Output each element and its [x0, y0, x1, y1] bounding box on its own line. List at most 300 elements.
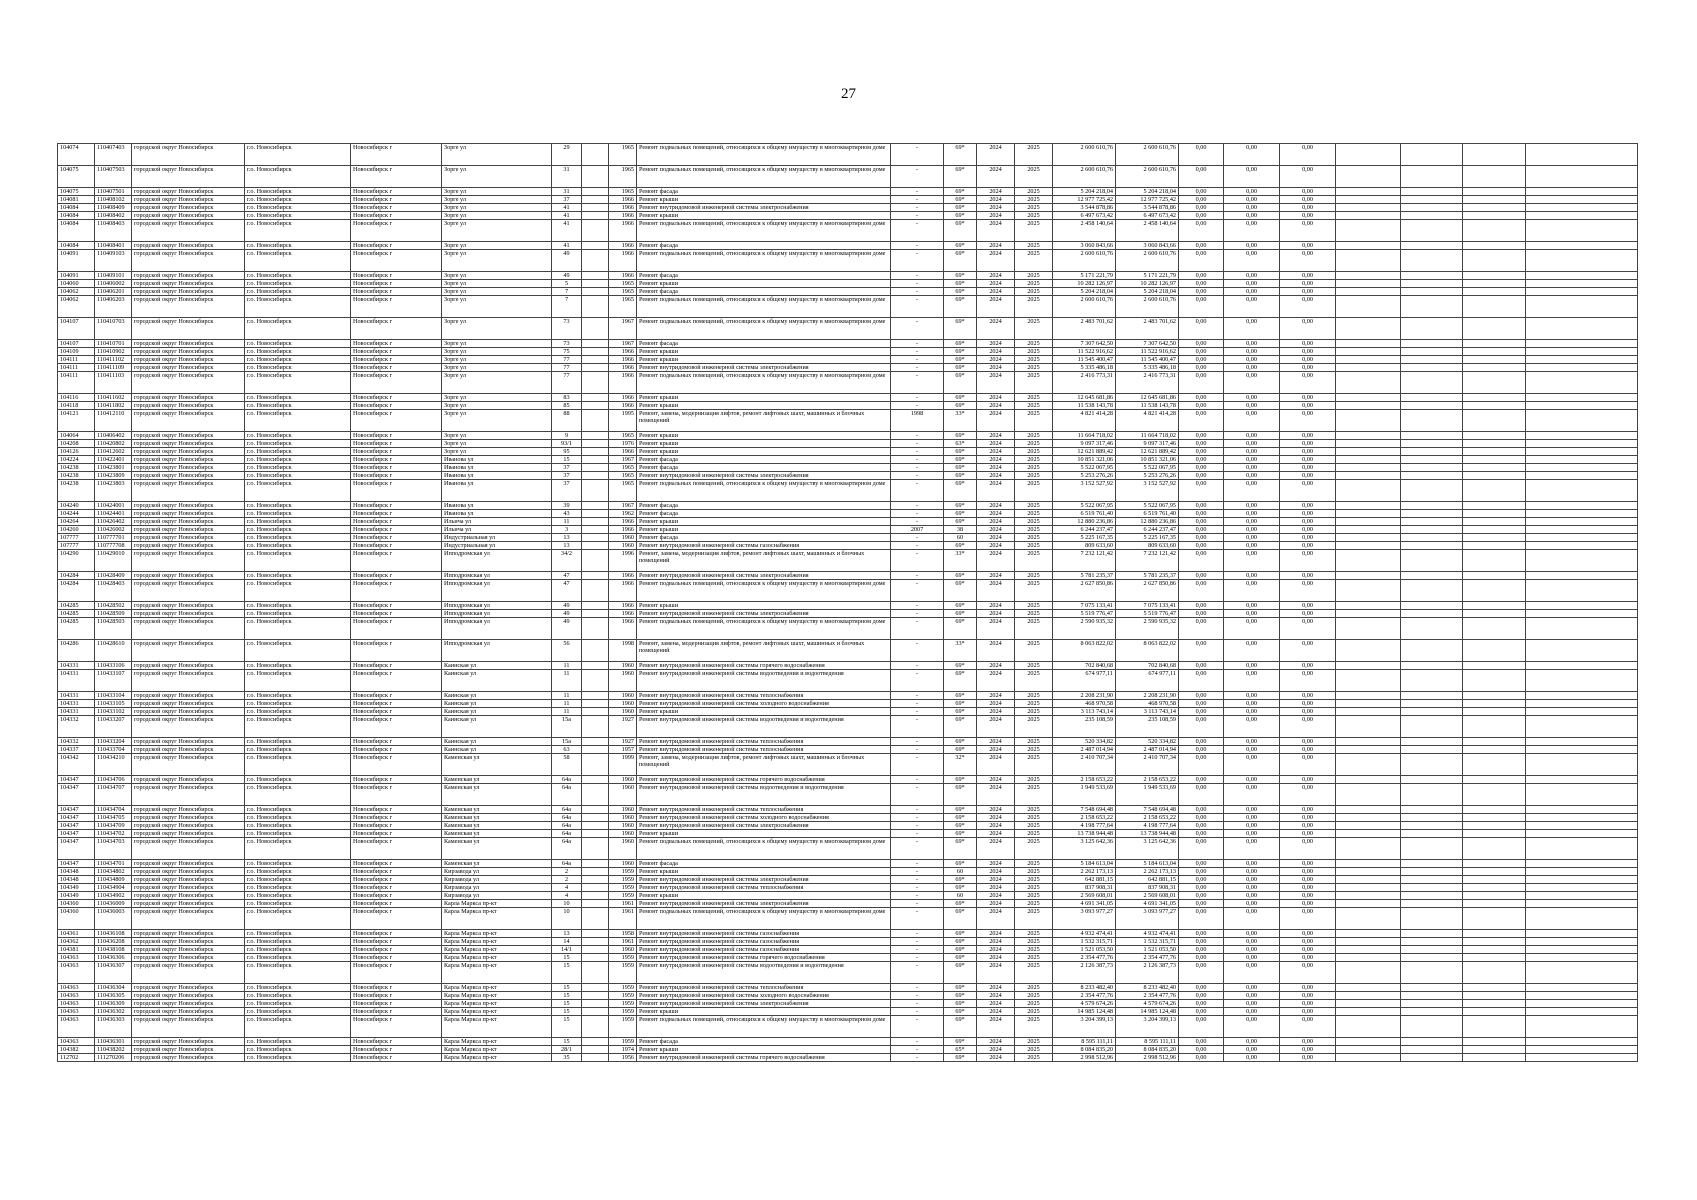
table-cell: Каинская ул	[442, 662, 552, 670]
table-cell: 2025	[1015, 518, 1053, 526]
table-cell: 0,00	[1280, 188, 1336, 196]
table-cell	[582, 1046, 609, 1054]
table-cell: 110410902	[95, 348, 132, 356]
table-cell: 2024	[977, 250, 1015, 272]
table-cell: 2025	[1015, 868, 1053, 876]
table-cell: 235 108,59	[1053, 716, 1116, 738]
table-cell: Новосибирск г	[351, 188, 442, 196]
table-cell: 0,00	[1280, 754, 1336, 776]
table-cell	[1336, 402, 1401, 410]
table-cell: г.о. Новосибирск	[245, 288, 351, 296]
table-cell: Зорге ул	[442, 364, 552, 372]
table-cell	[1526, 364, 1638, 372]
table-cell	[1336, 830, 1401, 838]
table-cell	[1463, 432, 1526, 440]
table-cell	[1526, 472, 1638, 480]
table-cell	[1401, 700, 1463, 708]
table-cell: 0,00	[1179, 464, 1224, 472]
table-cell: 0,00	[1224, 670, 1280, 692]
table-cell: Ремонт фасада	[637, 502, 891, 510]
table-cell: г.о. Новосибирск	[245, 806, 351, 814]
table-cell: 110406203	[95, 296, 132, 318]
table-cell	[1401, 838, 1463, 860]
table-cell	[582, 572, 609, 580]
table-row	[58, 250, 1638, 272]
table-cell: г.о. Новосибирск	[245, 550, 351, 572]
table-cell	[1401, 946, 1463, 954]
table-cell: Карла Маркса пр-кт	[442, 1046, 552, 1054]
table-cell: -	[891, 394, 944, 402]
table-cell: 0,00	[1224, 1054, 1280, 1062]
table-cell: 2025	[1015, 364, 1053, 372]
table-cell: 2025	[1015, 534, 1053, 542]
table-cell: городской округ Новосибирск	[132, 288, 245, 296]
table-cell: 0,00	[1224, 838, 1280, 860]
table-cell	[582, 250, 609, 272]
table-cell	[1463, 662, 1526, 670]
table-cell: Ремонт крыши	[637, 394, 891, 402]
table-cell: г.о. Новосибирск	[245, 204, 351, 212]
table-row	[58, 708, 1638, 716]
table-cell: 0,00	[1280, 662, 1336, 670]
table-cell: Зорге ул	[442, 250, 552, 272]
table-cell	[582, 464, 609, 472]
table-cell: 5 204 218,04	[1053, 288, 1116, 296]
table-cell	[1526, 602, 1638, 610]
table-cell: городской округ Новосибирск	[132, 1038, 245, 1046]
table-cell: 12 621 889,42	[1053, 448, 1116, 456]
table-cell: Ремонт крыши	[637, 1008, 891, 1016]
table-cell: 0,00	[1280, 272, 1336, 280]
table-cell: г.о. Новосибирск	[245, 196, 351, 204]
table-cell: Ильича ул	[442, 518, 552, 526]
table-cell	[1401, 1000, 1463, 1008]
table-cell	[1463, 806, 1526, 814]
table-cell: 0,00	[1179, 602, 1224, 610]
table-row	[58, 364, 1638, 372]
table-cell	[1463, 838, 1526, 860]
table-cell: 73	[552, 340, 582, 348]
table-cell: Новосибирск г	[351, 280, 442, 288]
table-cell: Ипподромская ул	[442, 602, 552, 610]
table-cell: Новосибирск г	[351, 806, 442, 814]
table-cell	[1336, 946, 1401, 954]
table-cell: Ремонт внутридомовой инженерной системы электроснабжения	[637, 876, 891, 884]
table-cell	[1336, 144, 1401, 166]
table-cell	[1463, 860, 1526, 868]
table-row	[58, 860, 1638, 868]
table-cell	[582, 288, 609, 296]
table-cell: г.о. Новосибирск	[245, 1038, 351, 1046]
table-cell: 5 522 067,95	[1053, 464, 1116, 472]
table-cell: городской округ Новосибирск	[132, 296, 245, 318]
table-cell: 0,00	[1179, 356, 1224, 364]
table-cell: г.о. Новосибирск	[245, 954, 351, 962]
table-cell	[1463, 1008, 1526, 1016]
table-cell: 0,00	[1224, 550, 1280, 572]
table-cell: 0,00	[1280, 526, 1336, 534]
table-cell: 674 977,11	[1116, 670, 1179, 692]
table-cell: 2025	[1015, 754, 1053, 776]
table-cell: 104363	[58, 962, 95, 984]
table-cell: 110408402	[95, 212, 132, 220]
table-cell: 10 851 321,06	[1116, 456, 1179, 464]
table-cell: 0,00	[1179, 716, 1224, 738]
table-cell: 0,00	[1280, 440, 1336, 448]
table-cell: 2024	[977, 1000, 1015, 1008]
table-cell: 69*	[944, 242, 977, 250]
table-cell: 2024	[977, 602, 1015, 610]
table-cell: 3 125 642,36	[1053, 838, 1116, 860]
table-row	[58, 700, 1638, 708]
table-cell: городской округ Новосибирск	[132, 220, 245, 242]
table-cell	[582, 868, 609, 876]
table-cell: 104260	[58, 526, 95, 534]
table-cell: Ремонт внутридомовой инженерной системы электроснабжения	[637, 1000, 891, 1008]
table-cell	[1526, 884, 1638, 892]
table-cell: 1966	[609, 448, 637, 456]
table-cell	[1526, 738, 1638, 746]
table-cell: 104363	[58, 984, 95, 992]
table-cell: 110777701	[95, 534, 132, 542]
table-cell: Иванова ул	[442, 456, 552, 464]
table-cell: 2025	[1015, 992, 1053, 1000]
table-cell: 2024	[977, 212, 1015, 220]
table-cell: 0,00	[1179, 348, 1224, 356]
table-cell	[1401, 1054, 1463, 1062]
table-cell: г.о. Новосибирск	[245, 738, 351, 746]
table-cell: Новосибирск г	[351, 954, 442, 962]
table-cell	[1463, 212, 1526, 220]
table-cell: 69*	[944, 784, 977, 806]
table-cell: 1966	[609, 242, 637, 250]
table-cell: 0,00	[1224, 1008, 1280, 1016]
table-cell: 104126	[58, 448, 95, 456]
table-cell: 110409103	[95, 250, 132, 272]
table-cell: 0,00	[1280, 456, 1336, 464]
table-cell	[1401, 640, 1463, 662]
table-cell: 110424401	[95, 510, 132, 518]
table-cell: городской округ Новосибирск	[132, 692, 245, 700]
table-cell	[1526, 580, 1638, 602]
table-cell: 104084	[58, 212, 95, 220]
table-cell: 2025	[1015, 448, 1053, 456]
table-cell: Новосибирск г	[351, 440, 442, 448]
table-cell: 2025	[1015, 410, 1053, 432]
table-cell: Зорге ул	[442, 372, 552, 394]
table-cell: 0,00	[1179, 962, 1224, 984]
table-cell: городской округ Новосибирск	[132, 518, 245, 526]
table-cell: 0,00	[1280, 992, 1336, 1000]
table-cell: 2025	[1015, 502, 1053, 510]
table-cell: 2 487 014,94	[1116, 746, 1179, 754]
table-cell: 11 664 718,02	[1053, 432, 1116, 440]
table-cell	[582, 1008, 609, 1016]
table-cell: 2024	[977, 754, 1015, 776]
table-cell: 2024	[977, 318, 1015, 340]
table-cell: 0,00	[1280, 900, 1336, 908]
table-cell: 49	[552, 618, 582, 640]
table-cell	[1336, 288, 1401, 296]
table-cell: 2024	[977, 144, 1015, 166]
table-cell: 110434705	[95, 814, 132, 822]
table-cell: 3 060 843,66	[1116, 242, 1179, 250]
table-cell: 2025	[1015, 220, 1053, 242]
table-cell: 2 600 610,76	[1116, 250, 1179, 272]
table-cell: 2025	[1015, 456, 1053, 464]
table-cell: -	[891, 954, 944, 962]
table-cell	[1336, 1038, 1401, 1046]
table-cell: 2024	[977, 830, 1015, 838]
table-cell: 1965	[609, 472, 637, 480]
table-cell: 0,00	[1224, 822, 1280, 830]
table-cell: 5 335 486,18	[1116, 364, 1179, 372]
table-cell: 49	[552, 250, 582, 272]
table-cell: 0,00	[1280, 892, 1336, 900]
table-cell	[1336, 432, 1401, 440]
table-cell	[1526, 502, 1638, 510]
table-cell: 1965	[609, 432, 637, 440]
table-cell: 110424001	[95, 502, 132, 510]
table-cell: 0,00	[1224, 1016, 1280, 1038]
table-cell	[1401, 602, 1463, 610]
table-cell: Карла Маркса пр-кт	[442, 954, 552, 962]
table-cell: 3 544 878,86	[1053, 204, 1116, 212]
table-cell	[1401, 480, 1463, 502]
table-cell: -	[891, 340, 944, 348]
table-cell: г.о. Новосибирск	[245, 456, 351, 464]
table-cell: 0,00	[1179, 372, 1224, 394]
table-cell	[1526, 220, 1638, 242]
table-cell: 0,00	[1280, 550, 1336, 572]
table-cell: Новосибирск г	[351, 838, 442, 860]
table-cell: 2024	[977, 480, 1015, 502]
table-cell: 4	[552, 884, 582, 892]
table-cell: 1959	[609, 954, 637, 962]
table-cell: 104349	[58, 884, 95, 892]
table-cell	[1336, 746, 1401, 754]
table-cell: 0,00	[1179, 1000, 1224, 1008]
table-cell	[1401, 1038, 1463, 1046]
table-cell: 0,00	[1280, 670, 1336, 692]
table-cell: 15	[552, 984, 582, 992]
table-cell: г.о. Новосибирск	[245, 1054, 351, 1062]
table-row	[58, 448, 1638, 456]
table-cell: 110428509	[95, 610, 132, 618]
table-cell: 110434701	[95, 860, 132, 868]
table-cell	[1526, 432, 1638, 440]
table-cell: Новосибирск г	[351, 876, 442, 884]
table-cell	[1526, 280, 1638, 288]
table-cell: 69*	[944, 456, 977, 464]
capital-repair-register-table	[57, 143, 1638, 1062]
table-cell	[582, 640, 609, 662]
table-cell: Новосибирск г	[351, 144, 442, 166]
table-cell: 0,00	[1179, 838, 1224, 860]
table-cell: 104347	[58, 838, 95, 860]
table-cell: 11	[552, 518, 582, 526]
table-cell: 0,00	[1224, 830, 1280, 838]
table-cell: 104285	[58, 602, 95, 610]
table-cell: г.о. Новосибирск	[245, 580, 351, 602]
table-cell	[1463, 946, 1526, 954]
table-cell: 0,00	[1224, 510, 1280, 518]
table-cell	[1401, 746, 1463, 754]
table-cell: -	[891, 212, 944, 220]
table-cell: 642 881,15	[1116, 876, 1179, 884]
table-cell: 110434706	[95, 776, 132, 784]
table-cell: -	[891, 900, 944, 908]
table-cell: 110408403	[95, 220, 132, 242]
table-cell: 77	[552, 356, 582, 364]
table-cell	[1336, 166, 1401, 188]
table-cell: Новосибирск г	[351, 572, 442, 580]
table-cell: -	[891, 640, 944, 662]
table-cell: г.о. Новосибирск	[245, 394, 351, 402]
table-row	[58, 480, 1638, 502]
table-cell: городской округ Новосибирск	[132, 776, 245, 784]
table-cell: Ремонт фасада	[637, 1038, 891, 1046]
table-cell: 104075	[58, 166, 95, 188]
table-cell	[1463, 640, 1526, 662]
table-cell: 2 262 173,13	[1116, 868, 1179, 876]
table-cell: 69*	[944, 670, 977, 692]
table-cell: 0,00	[1224, 930, 1280, 938]
table-cell: г.о. Новосибирск	[245, 984, 351, 992]
table-cell: 2024	[977, 746, 1015, 754]
table-cell: городской округ Новосибирск	[132, 204, 245, 212]
table-cell: 69*	[944, 432, 977, 440]
table-cell: 0,00	[1179, 1038, 1224, 1046]
table-row	[58, 1046, 1638, 1054]
table-cell: 2024	[977, 776, 1015, 784]
table-cell: 0,00	[1179, 738, 1224, 746]
table-cell: Зорге ул	[442, 318, 552, 340]
table-cell	[1401, 884, 1463, 892]
table-cell	[582, 830, 609, 838]
table-cell: 1967	[609, 456, 637, 464]
table-cell: 12 621 889,42	[1116, 448, 1179, 456]
table-cell: городской округ Новосибирск	[132, 908, 245, 930]
table-cell: Индустриальная ул	[442, 542, 552, 550]
table-cell: 2 158 653,22	[1116, 814, 1179, 822]
table-cell: 2024	[977, 472, 1015, 480]
table-row	[58, 518, 1638, 526]
table-cell: 2024	[977, 670, 1015, 692]
table-cell: 0,00	[1179, 610, 1224, 618]
table-cell: г.о. Новосибирск	[245, 610, 351, 618]
table-cell: 6 244 237,47	[1116, 526, 1179, 534]
table-cell	[1526, 838, 1638, 860]
table-cell: Зорге ул	[442, 356, 552, 364]
table-cell: 0,00	[1179, 296, 1224, 318]
table-cell: 2025	[1015, 962, 1053, 984]
table-cell: 0,00	[1224, 340, 1280, 348]
table-cell	[1463, 196, 1526, 204]
table-cell: 1959	[609, 1038, 637, 1046]
table-cell: 2 158 653,22	[1116, 776, 1179, 784]
table-cell	[1401, 348, 1463, 356]
table-cell	[1401, 954, 1463, 962]
table-cell: 2024	[977, 402, 1015, 410]
table-cell: Ремонт подвальных помещений, относящихся к общему имуществу в многоквартирном доме	[637, 318, 891, 340]
table-cell	[1526, 510, 1638, 518]
table-cell: 0,00	[1179, 204, 1224, 212]
table-cell: г.о. Новосибирск	[245, 838, 351, 860]
table-cell: 110436108	[95, 930, 132, 938]
table-cell: 6 497 673,42	[1053, 212, 1116, 220]
table-cell: Новосибирск г	[351, 372, 442, 394]
table-cell: 0,00	[1224, 884, 1280, 892]
table-cell: -	[891, 440, 944, 448]
table-cell: 0,00	[1280, 930, 1336, 938]
table-cell: 2024	[977, 738, 1015, 746]
table-cell: Новосибирск г	[351, 900, 442, 908]
table-cell: -	[891, 510, 944, 518]
table-cell: 0,00	[1224, 364, 1280, 372]
table-row	[58, 738, 1638, 746]
table-cell	[1526, 356, 1638, 364]
table-cell: Ремонт внутридомовой инженерной системы холодного водоснабжения	[637, 814, 891, 822]
table-cell: городской округ Новосибирск	[132, 356, 245, 364]
table-cell: 0,00	[1179, 754, 1224, 776]
table-cell	[1526, 822, 1638, 830]
table-cell: 1965	[609, 144, 637, 166]
table-cell: -	[891, 356, 944, 364]
table-cell: городской округ Новосибирск	[132, 640, 245, 662]
table-cell	[1401, 776, 1463, 784]
table-row	[58, 394, 1638, 402]
table-cell: 0,00	[1179, 930, 1224, 938]
table-cell: 1 521 053,50	[1116, 946, 1179, 954]
table-cell: 1966	[609, 250, 637, 272]
table-cell	[1336, 220, 1401, 242]
table-cell: 2024	[977, 296, 1015, 318]
table-cell: 5	[552, 280, 582, 288]
table-cell: 2024	[977, 288, 1015, 296]
table-cell: 104091	[58, 250, 95, 272]
table-cell	[1401, 464, 1463, 472]
table-cell: городской округ Новосибирск	[132, 456, 245, 464]
table-cell: 2024	[977, 784, 1015, 806]
table-cell: 0,00	[1224, 746, 1280, 754]
table-cell	[1463, 318, 1526, 340]
table-cell: 2025	[1015, 440, 1053, 448]
table-cell: Каинская ул	[442, 738, 552, 746]
table-cell	[1401, 984, 1463, 992]
table-cell	[582, 340, 609, 348]
table-cell: 0,00	[1224, 542, 1280, 550]
table-cell: 64а	[552, 860, 582, 868]
table-cell: 104224	[58, 456, 95, 464]
table-cell	[1336, 738, 1401, 746]
table-cell: 2024	[977, 204, 1015, 212]
table-cell: 2024	[977, 692, 1015, 700]
table-cell: 0,00	[1179, 1016, 1224, 1038]
table-cell	[1526, 610, 1638, 618]
table-cell	[1526, 196, 1638, 204]
table-cell	[1463, 930, 1526, 938]
table-row	[58, 930, 1638, 938]
table-cell	[1401, 472, 1463, 480]
table-row	[58, 280, 1638, 288]
table-cell: 69*	[944, 900, 977, 908]
table-cell: 1966	[609, 602, 637, 610]
table-cell: городской округ Новосибирск	[132, 394, 245, 402]
table-cell	[1401, 908, 1463, 930]
table-cell: городской округ Новосибирск	[132, 900, 245, 908]
table-cell: Ремонт внутридомовой инженерной системы электроснабжения	[637, 364, 891, 372]
